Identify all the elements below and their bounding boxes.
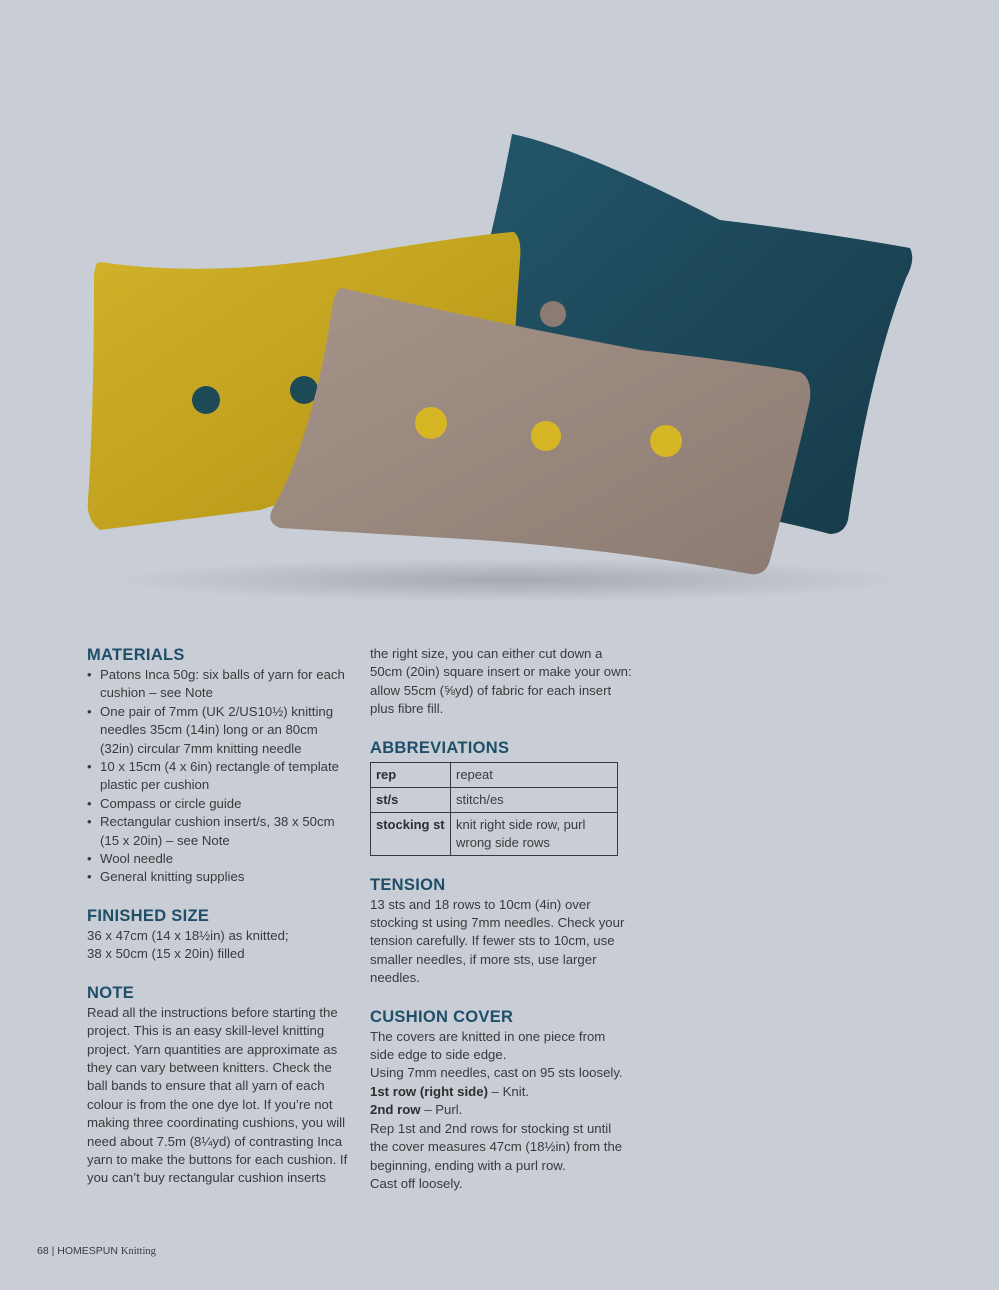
teal-button [192, 386, 220, 414]
teal-button [290, 376, 318, 404]
row-2-label: 2nd row [370, 1102, 421, 1118]
abbreviations-heading: ABBREVIATIONS [370, 738, 510, 757]
list-item: • Compass or circle guide [87, 795, 355, 813]
tension-heading: TENSION [370, 875, 446, 894]
cushion-cover-p4: Cast off loosely. [370, 1175, 463, 1191]
table-row [371, 787, 618, 812]
note-continued: the right size, you can either cut down a 50cm (20in) square insert or make your own: allow 55cm (⅝yd) of fabric for each insert plus fibre fill. [370, 646, 632, 717]
abbreviations-table [370, 762, 618, 856]
finished-size-section [87, 906, 355, 964]
cushion-cover-heading: CUSHION COVER [370, 1007, 514, 1026]
finished-size-line: 38 x 50cm (15 x 20in) filled [87, 946, 245, 962]
cushions-photo [80, 110, 920, 610]
list-item: • Wool needle [87, 850, 355, 868]
materials-heading: MATERIALS [87, 646, 185, 664]
row-1-label: 1st row (right side) [370, 1083, 488, 1099]
list-item: • One pair of 7mm (UK 2/US10½) knitting needles 35cm (14in) long or an 80cm (32in) circular 7mm knitting needle [87, 703, 355, 758]
cushion-cover-section [370, 1007, 632, 1194]
abbr-key: st/s [371, 787, 451, 812]
footer-brand-knitting: Knitting [120, 1246, 156, 1257]
row-2-text: – Purl. [420, 1102, 463, 1118]
list-item: • General knitting supplies [87, 868, 355, 886]
cushion-cover-p1: The covers are knitted in one piece from side edge to side edge. [370, 1028, 606, 1063]
middle-column [370, 645, 632, 1193]
note-heading: NOTE [87, 983, 135, 1002]
row-2-instruction [370, 1101, 632, 1119]
materials-section [87, 645, 355, 887]
row-1-instruction [370, 1083, 632, 1101]
abbr-key: stocking st [371, 812, 451, 855]
table-row [371, 762, 618, 787]
abbreviations-section [370, 738, 632, 856]
yellow-button [531, 421, 561, 451]
list-item: • Patons Inca 50g: six balls of yarn for each cushion – see Note [87, 666, 355, 703]
abbr-value: knit right side row, purl wrong side rows [451, 812, 618, 855]
abbr-key: rep [371, 762, 451, 787]
abbr-value: stitch/es [451, 787, 618, 812]
taupe-button [540, 301, 566, 327]
finished-size-line: 36 x 47cm (14 x 18½in) as knitted; [87, 927, 289, 943]
materials-list [87, 666, 355, 887]
page-footer [37, 1245, 156, 1257]
tension-section [370, 875, 632, 988]
note-body: Read all the instructions before starting the project. This is an easy skill-level knitting project. Yarn quantities are approximate as they can vary between knitters. Check the ball bands to ensure that all yarn of each colour is from the one dye lot. If you’re not making three coordinating cushions, you will need about 7.5m (8¼yd) of contrasting Inca yarn to make the buttons for each cushion. If you can’t buy rectangular cushion inserts [87, 1004, 348, 1186]
left-column [87, 645, 355, 1188]
table-row [371, 812, 618, 855]
page-number: 68 [37, 1245, 49, 1257]
tension-body: 13 sts and 18 rows to 10cm (4in) over stocking st using 7mm needles. Check your tension carefully. If fewer sts to 10cm, use smaller needles, if more sts, use larger needles. [370, 896, 625, 986]
list-item: • 10 x 15cm (4 x 6in) rectangle of template plastic per cushion [87, 758, 355, 795]
footer-separator: | [51, 1245, 55, 1257]
note-section [87, 983, 355, 1188]
cushion-cover-p2: Using 7mm needles, cast on 95 sts loosely. [370, 1065, 623, 1081]
abbr-value: repeat [451, 762, 618, 787]
yellow-button [415, 407, 447, 439]
cushion-cover-p3: Rep 1st and 2nd rows for stocking st until the cover measures 47cm (18½in) from the beginning, ending with a purl row. [370, 1120, 623, 1173]
row-1-text: – Knit. [487, 1083, 530, 1099]
finished-size-heading: FINISHED SIZE [87, 906, 210, 925]
footer-brand: HOMESPUN [57, 1245, 118, 1257]
yellow-button [650, 425, 682, 457]
list-item: • Rectangular cushion insert/s, 38 x 50cm (15 x 20in) – see Note [87, 813, 355, 850]
